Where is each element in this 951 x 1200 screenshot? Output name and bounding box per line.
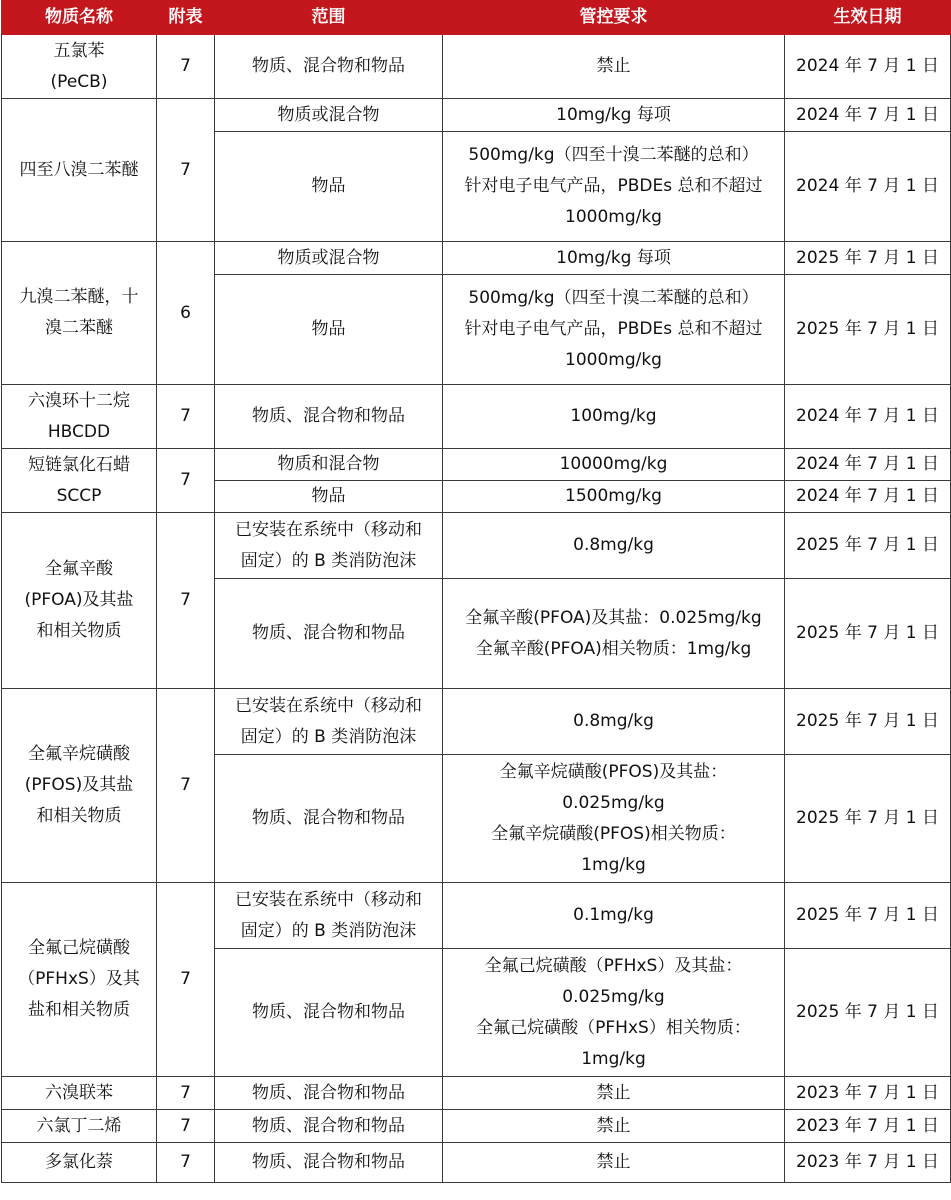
- table-row: [2, 385, 951, 449]
- requirement-cell: 禁止: [443, 1110, 785, 1143]
- requirement-cell: 全氟己烷磺酸（PFHxS）及其盐： 0.025mg/kg 全氟己烷磺酸（PFHxS）相关物质： 1mg/kg: [443, 949, 785, 1077]
- requirement-cell: 禁止: [443, 1143, 785, 1183]
- header-row: [2, 1, 951, 35]
- table-row: [2, 513, 951, 579]
- substance-name: 四至八溴二苯醚: [2, 99, 157, 242]
- date-cell: 2024 年 7 月 1 日: [785, 385, 951, 449]
- scope-cell: 物质和混合物: [215, 449, 443, 481]
- table-row: [2, 35, 951, 99]
- table-row: [2, 449, 951, 481]
- table-row: [2, 242, 951, 275]
- scope-cell: 物质或混合物: [215, 99, 443, 132]
- substance-name: 五氯苯 (PeCB): [2, 35, 157, 99]
- annex-cell: 7: [157, 513, 215, 689]
- date-cell: 2024 年 7 月 1 日: [785, 449, 951, 481]
- requirement-cell: 全氟辛酸(PFOA)及其盐：0.025mg/kg 全氟辛酸(PFOA)相关物质：1mg/kg: [443, 579, 785, 689]
- annex-cell: 7: [157, 883, 215, 1077]
- date-cell: 2023 年 7 月 1 日: [785, 1143, 951, 1183]
- substance-name: 九溴二苯醚，十 溴二苯醚: [2, 242, 157, 385]
- annex-cell: 7: [157, 449, 215, 513]
- requirement-cell: 10mg/kg 每项: [443, 242, 785, 275]
- requirement-cell: 100mg/kg: [443, 385, 785, 449]
- scope-cell: 物质、混合物和物品: [215, 949, 443, 1077]
- scope-cell: 物品: [215, 275, 443, 385]
- requirement-cell: 全氟辛烷磺酸(PFOS)及其盐： 0.025mg/kg 全氟辛烷磺酸(PFOS)相关物质： 1mg/kg: [443, 755, 785, 883]
- header-substance-name: 物质名称: [2, 1, 157, 35]
- date-cell: 2025 年 7 月 1 日: [785, 579, 951, 689]
- annex-cell: 7: [157, 689, 215, 883]
- table-row: [2, 689, 951, 755]
- scope-cell: 物品: [215, 132, 443, 242]
- header-scope: 范围: [215, 1, 443, 35]
- scope-cell: 物质、混合物和物品: [215, 35, 443, 99]
- annex-cell: 7: [157, 385, 215, 449]
- table-row: [2, 883, 951, 949]
- header-annex: 附表: [157, 1, 215, 35]
- date-cell: 2024 年 7 月 1 日: [785, 35, 951, 99]
- annex-cell: 7: [157, 1110, 215, 1143]
- requirement-cell: 0.8mg/kg: [443, 513, 785, 579]
- annex-cell: 7: [157, 1077, 215, 1110]
- scope-cell: 物质或混合物: [215, 242, 443, 275]
- table-row: [2, 1143, 951, 1183]
- scope-cell: 物质、混合物和物品: [215, 1077, 443, 1110]
- date-cell: 2025 年 7 月 1 日: [785, 949, 951, 1077]
- date-cell: 2025 年 7 月 1 日: [785, 275, 951, 385]
- date-cell: 2023 年 7 月 1 日: [785, 1110, 951, 1143]
- substance-name: 六溴环十二烷 HBCDD: [2, 385, 157, 449]
- annex-cell: 6: [157, 242, 215, 385]
- scope-cell: 已安装在系统中（移动和 固定）的 B 类消防泡沫: [215, 689, 443, 755]
- annex-cell: 7: [157, 35, 215, 99]
- substance-name: 全氟辛烷磺酸 (PFOS)及其盐 和相关物质: [2, 689, 157, 883]
- scope-cell: 物质、混合物和物品: [215, 385, 443, 449]
- header-effective-date: 生效日期: [785, 1, 951, 35]
- date-cell: 2025 年 7 月 1 日: [785, 689, 951, 755]
- scope-cell: 物质、混合物和物品: [215, 1110, 443, 1143]
- substance-name: 六氯丁二烯: [2, 1110, 157, 1143]
- requirement-cell: 禁止: [443, 1077, 785, 1110]
- substance-name: 六溴联苯: [2, 1077, 157, 1110]
- date-cell: 2024 年 7 月 1 日: [785, 481, 951, 513]
- scope-cell: 物质、混合物和物品: [215, 1143, 443, 1183]
- table-row: [2, 99, 951, 132]
- substance-name: 全氟辛酸 (PFOA)及其盐 和相关物质: [2, 513, 157, 689]
- scope-cell: 物质、混合物和物品: [215, 755, 443, 883]
- date-cell: 2024 年 7 月 1 日: [785, 99, 951, 132]
- substance-name: 全氟己烷磺酸 （PFHxS）及其 盐和相关物质: [2, 883, 157, 1077]
- date-cell: 2023 年 7 月 1 日: [785, 1077, 951, 1110]
- requirement-cell: 禁止: [443, 35, 785, 99]
- header-requirement: 管控要求: [443, 1, 785, 35]
- regulation-table: [1, 0, 951, 1183]
- date-cell: 2024 年 7 月 1 日: [785, 132, 951, 242]
- substance-name: 短链氯化石蜡 SCCP: [2, 449, 157, 513]
- scope-cell: 已安装在系统中（移动和 固定）的 B 类消防泡沫: [215, 513, 443, 579]
- annex-cell: 7: [157, 99, 215, 242]
- requirement-cell: 10mg/kg 每项: [443, 99, 785, 132]
- date-cell: 2025 年 7 月 1 日: [785, 513, 951, 579]
- scope-cell: 物质、混合物和物品: [215, 579, 443, 689]
- requirement-cell: 0.8mg/kg: [443, 689, 785, 755]
- requirement-cell: 500mg/kg（四至十溴二苯醚的总和） 针对电子电气产品，PBDEs 总和不超过 1000mg/kg: [443, 132, 785, 242]
- requirement-cell: 500mg/kg（四至十溴二苯醚的总和） 针对电子电气产品，PBDEs 总和不超过 1000mg/kg: [443, 275, 785, 385]
- table-row: [2, 1110, 951, 1143]
- table-row: [2, 1077, 951, 1110]
- substance-name: 多氯化萘: [2, 1143, 157, 1183]
- requirement-cell: 0.1mg/kg: [443, 883, 785, 949]
- date-cell: 2025 年 7 月 1 日: [785, 883, 951, 949]
- scope-cell: 已安装在系统中（移动和 固定）的 B 类消防泡沫: [215, 883, 443, 949]
- date-cell: 2025 年 7 月 1 日: [785, 755, 951, 883]
- scope-cell: 物品: [215, 481, 443, 513]
- date-cell: 2025 年 7 月 1 日: [785, 242, 951, 275]
- requirement-cell: 1500mg/kg: [443, 481, 785, 513]
- requirement-cell: 10000mg/kg: [443, 449, 785, 481]
- annex-cell: 7: [157, 1143, 215, 1183]
